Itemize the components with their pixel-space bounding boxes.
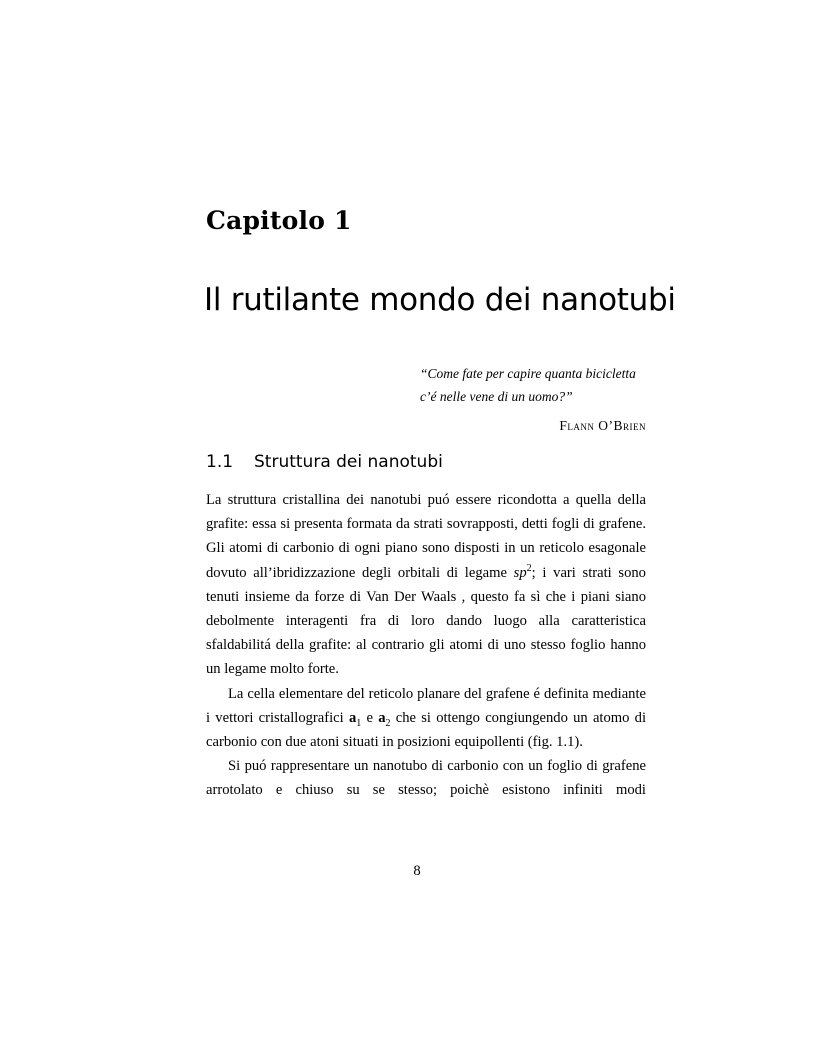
paragraph-2-text-b: che si ottengo congiungendo un atomo di carbonio con due atoni situati in posizioni equipollenti (fig. 1.1).	[206, 709, 647, 751]
section-number: 1.1	[206, 452, 234, 472]
paragraph-2-text-a: La cella elementare del reticolo planare del grafene é definita mediante i vettori cristallografici	[206, 685, 646, 726]
vector-a1: a	[348, 709, 357, 726]
section-title: Struttura dei nanotubi	[254, 452, 443, 472]
sp-symbol: sp	[513, 564, 527, 581]
epigraph-line-1: “Come fate per capire quanta bicicletta	[420, 366, 636, 381]
chapter-label: Capitolo 1	[206, 206, 352, 235]
vector-a2-subscript: 2	[385, 717, 391, 729]
vector-a1-subscript: 1	[356, 717, 362, 729]
epigraph-author: Flann O’Brien	[559, 418, 646, 433]
chapter-title: Il rutilante mondo dei nanotubi	[204, 282, 676, 318]
epigraph	[420, 362, 646, 408]
vector-a2: a	[378, 709, 386, 726]
paragraph-3: Si puó rappresentare un nanotubo di carbonio con un foglio di grafene arrotolato e chiuso su se stesso; poichè esistono infiniti modi	[206, 758, 646, 799]
paragraph-1-text-a: La struttura cristallina dei nanotubi puó essere ricondotta a quella della grafite: essa si presenta formata da strati sovrapposti, detti fogli di grafene. Gli atomi di carbonio di ogni piano sono disposti in un reticolo esagonale dovuto all’ibridizzazione degli orbitali di legame	[206, 492, 646, 581]
paragraph-2	[206, 682, 646, 755]
paragraph-1	[206, 488, 646, 682]
epigraph-line-2: c’é nelle vene di un uomo?”	[420, 389, 573, 404]
section-heading	[206, 452, 443, 472]
body-text	[206, 488, 646, 803]
conjunction: e	[361, 709, 379, 726]
paragraph-1-text-b: ; i vari strati sono tenuti insieme da forze di Van Der Waals , questo fa sì che i piani siano debolmente interagenti fra di loro dando luogo alla caratteristica sfaldabilitá della grafite: al contrario gli atomi di uno stesso foglio hanno un legame molto forte.	[206, 564, 646, 678]
page-number: 8	[413, 863, 421, 879]
sp-superscript: 2	[526, 562, 532, 574]
